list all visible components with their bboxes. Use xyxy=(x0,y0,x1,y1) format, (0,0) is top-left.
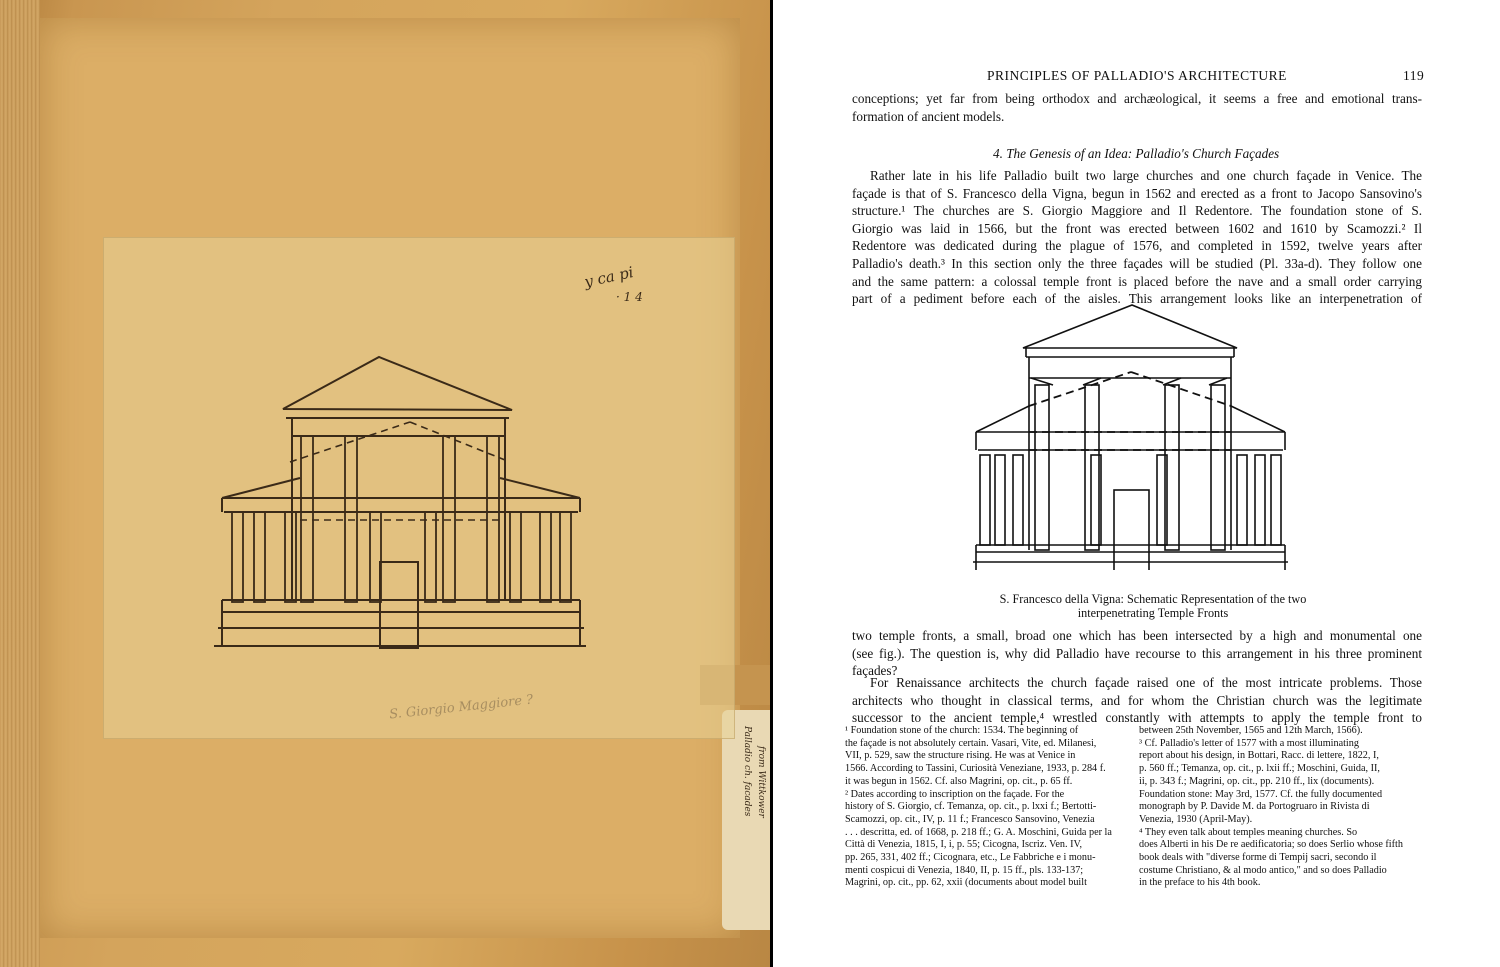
section-heading: 4. The Genesis of an Idea: Palladio's Church Façades xyxy=(993,146,1280,161)
paragraph-2 xyxy=(852,167,1422,308)
text-line: architects who thought in classical terms, and for whom the Christian church was the legitimate xyxy=(852,692,1422,708)
footnotes-left xyxy=(845,725,1127,890)
text-line: conceptions; yet far from being orthodox and archæological, it seems a free and emotional trans- xyxy=(852,91,1422,106)
footnote-line: it was begun in 1562. Cf. also Magrini, op. cit., p. 65 ff. xyxy=(845,775,1073,787)
pencil-note: S. Giorgio Maggiore ? xyxy=(388,692,534,723)
page-number: 119 xyxy=(1403,68,1425,83)
text-line: formation of ancient models. xyxy=(852,108,1005,124)
footnote-line: between 25th November, 1565 and 12th March, 1566). xyxy=(1139,725,1363,736)
paragraph-3 xyxy=(852,627,1422,680)
text-line: Rather late in his life Palladio built two large churches and one church façade in Venice. The xyxy=(870,168,1422,183)
running-head: PRINCIPLES OF PALLADIO'S ARCHITECTURE xyxy=(987,68,1287,83)
footnote-line: VII, p. 529, saw the structure rising. He was at Venice in xyxy=(845,750,1076,762)
text-line: structure.¹ The churches are S. Giorgio Maggiore and Il Redentore. The foundation stone of S. xyxy=(852,203,1422,219)
footnote-line: pp. 265, 331, 402 ff.; Cicognara, etc., Le Fabbriche e i monu- xyxy=(845,852,1096,864)
footnote-line: report about his design, in Bottari, Racc. di lettere, 1822, I, xyxy=(1139,750,1379,762)
footnote-line: ³ Cf. Palladio's letter of 1577 with a most illuminating xyxy=(1139,737,1359,749)
text-line: Giorgio was laid in 1566, but the front was erected between 1602 and 1610 by Scamozzi.² Il xyxy=(852,220,1422,236)
footnote-line: . . . descritta, ed. of 1668, p. 218 ff.; G. A. Moschini, Guida per la xyxy=(845,826,1112,838)
footnote-line: the façade is not absolutely certain. Vasari, Vite, ed. Milanesi, xyxy=(845,737,1097,749)
footnote-line: does Alberti in his De re aedificatoria; so does Serlio whose fifth xyxy=(1139,839,1403,851)
footnote-line: p. 560 ff.; Temanza, op. cit., p. lxii ff.; Moschini, Guida, II, xyxy=(1139,763,1380,775)
caption-line: S. Francesco della Vigna: Schematic Representation of the two xyxy=(999,592,1307,606)
footnote-line: ² Dates according to inscription on the façade. For the xyxy=(845,788,1065,800)
footnote-line: Scamozzi, op. cit., IV, p. 11 f.; Francesco Sansovino, Venezia xyxy=(845,813,1095,825)
footnote-line: Città di Venezia, 1815, I, i, p. 55; Cicogna, Iscriz. Ven. IV, xyxy=(845,839,1083,851)
text-line: For Renaissance architects the church façade raised one of the most intricate problems. Those xyxy=(870,675,1422,690)
figure-facade-diagram xyxy=(773,300,1500,570)
figure-caption xyxy=(953,592,1353,620)
text-line: façades? xyxy=(852,663,898,679)
text-line: façade is that of S. Francesco della Vigna, begun in 1562 and erected as a front to Jacopo Sansovino's xyxy=(852,185,1422,201)
footnote-line: 1566. According to Tassini, Curiosità Veneziane, 1933, p. 284 f. xyxy=(845,763,1106,775)
text-line: Palladio's death.³ In this section only the three façades will be studied (Pl. 33a-d). They follow one xyxy=(852,255,1422,271)
text-line: and the same pattern: a colossal temple front is placed before the nave and a small order carrying xyxy=(852,273,1422,289)
footnote-line: book deals with "diverse forme di Tempij sacri, secondo il xyxy=(1139,852,1377,864)
corner-note-1: y ca pi xyxy=(582,263,636,291)
text-line: two temple fronts, a small, broad one which has been intersected by a high and monumental one xyxy=(852,628,1422,643)
text-line: part of a pediment before each of the aisles. This arrangement looks like an interpenetration of xyxy=(852,291,1422,307)
footnote-line: ⁴ They even talk about temples meaning churches. So xyxy=(1139,826,1358,838)
footnote-line: ii, p. 343 f.; Magrini, op. cit., pp. 210 ff., lix (documents). xyxy=(1139,775,1375,787)
footnote-line: Magrini, op. cit., pp. 62, xxii (documents about model built xyxy=(845,877,1087,889)
footnote-line: monograph by P. Davide M. da Portogruaro in Rivista di xyxy=(1139,801,1370,813)
paragraph-1 xyxy=(852,90,1422,125)
tab-note-1: Palladio ch. facades xyxy=(742,726,752,817)
footnote-line: history of S. Giorgio, cf. Temanza, op. cit., p. lxxi f.; Bertotti- xyxy=(845,801,1097,813)
text-line: successor to the ancient temple,⁴ wrestled constantly with attempts to apply the temple front to xyxy=(852,710,1422,726)
text-line: Redentore was dedicated during the plague of 1576, and completed in 1592, twelve years after xyxy=(852,238,1422,254)
footnote-line: Foundation stone: May 3rd, 1577. Cf. the fully documented xyxy=(1139,788,1383,800)
paragraph-4 xyxy=(852,674,1422,727)
footnote-line: Venezia, 1930 (April-May). xyxy=(1139,813,1253,825)
text-line: (see fig.). The question is, why did Palladio have recourse to this arrangement in his three prominent xyxy=(852,645,1422,661)
footnote-line: costume Christiano, & al modo antico," and so does Palladio xyxy=(1139,864,1387,876)
footnote-line: ¹ Foundation stone of the church: 1534. The beginning of xyxy=(845,725,1079,736)
footnote-line: in the preface to his 4th book. xyxy=(1139,877,1261,889)
footnote-line: menti cospicui di Venezia, 1840, II, p. 15 ff., pls. 133-137; xyxy=(845,864,1084,876)
tab-note-2: from Wittkower xyxy=(756,746,766,818)
corner-note-2: · 1 4 xyxy=(616,290,643,304)
caption-line: interpenetrating Temple Fronts xyxy=(1077,606,1229,620)
book-page xyxy=(773,0,1500,967)
footnotes-right xyxy=(1139,725,1421,890)
